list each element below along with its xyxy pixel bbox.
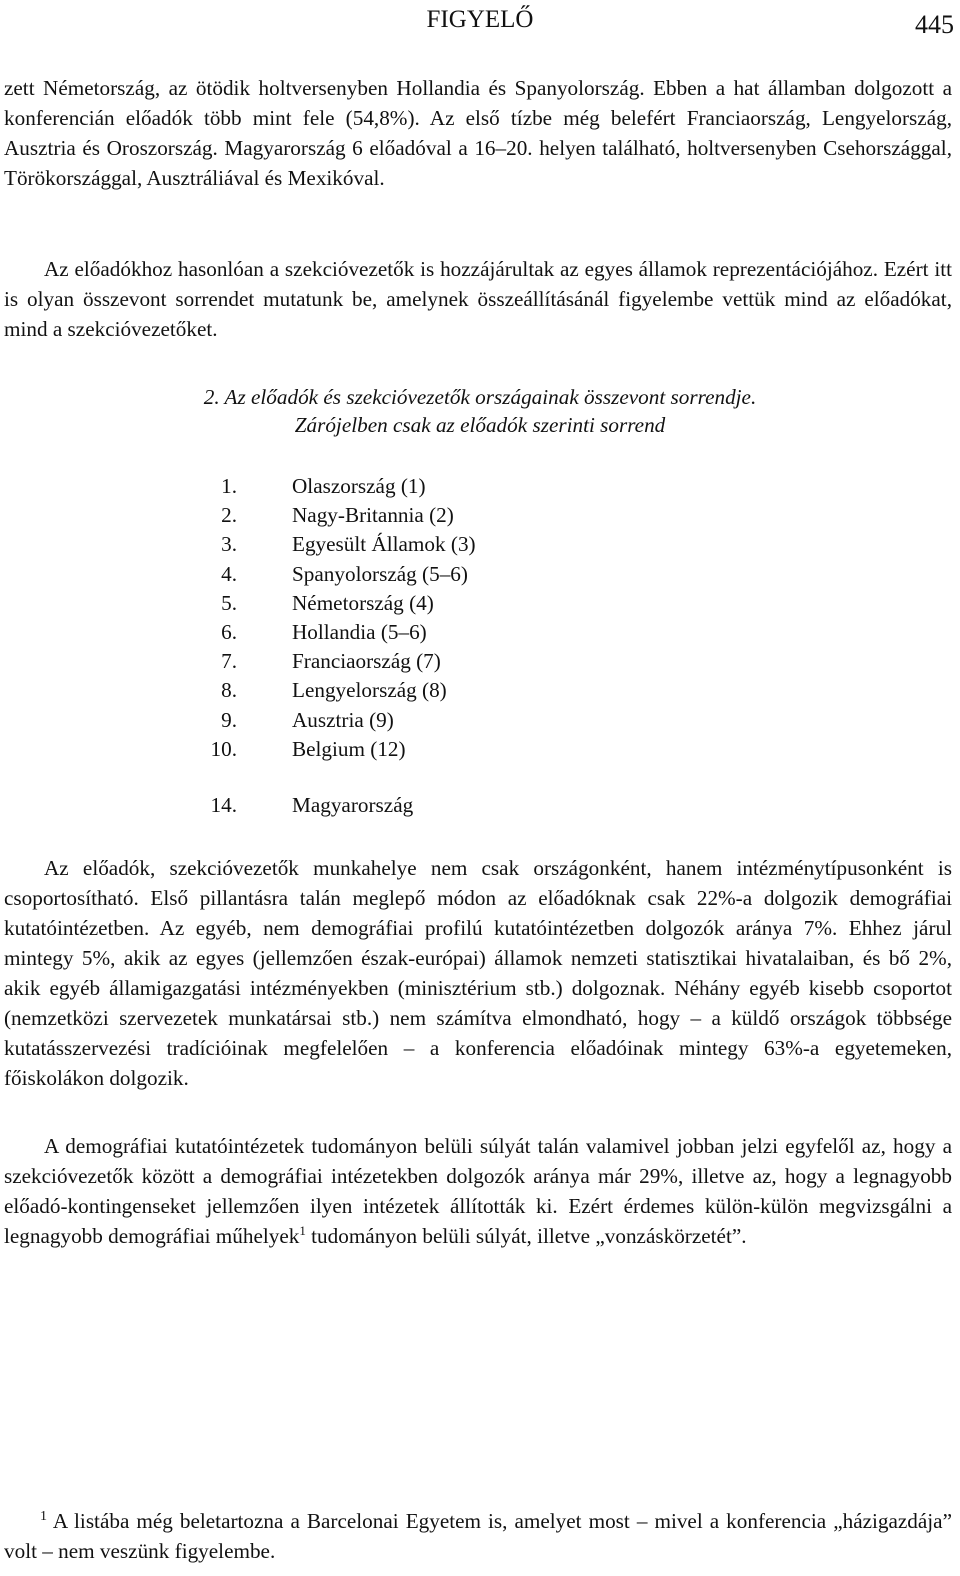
- country-name: Magyarország: [292, 793, 414, 817]
- rank-number: 9.: [221, 707, 237, 732]
- list-item: [0, 589, 960, 618]
- list-item: [0, 735, 960, 764]
- country-name: Ausztria (9): [292, 707, 394, 732]
- rank-number: 3.: [221, 532, 237, 557]
- paragraph-4-text: A demográfiai kutatóintézetek tudományon belüli súlyát talán valamivel jobban jelzi egyfelől az, hogy a szekcióvezetők között a demográfiai intézetekben dolgozók aránya már 29%, illetve az, hogy a legnagyobb előadó-kontingenseket jellemzően ilyen intézetek állították ki. Ezért érdemes külön-külön megvizsgálni a legnagyobb demográfiai műhelyek: [4, 1134, 952, 1248]
- rank-number: 8.: [221, 678, 237, 703]
- page-number: 445: [915, 10, 954, 39]
- country-name: Franciaország (7): [292, 649, 441, 674]
- rank-number: 6.: [221, 619, 237, 644]
- country-name: Spanyolország (5–6): [292, 561, 468, 586]
- country-name: Nagy-Britannia (2): [292, 503, 454, 528]
- rank-number: 5.: [221, 590, 237, 615]
- running-title: FIGYELŐ: [426, 6, 534, 33]
- hungary-rank-row: [0, 790, 960, 820]
- paragraph-4-text-end: tudományon belüli súlyát, illetve „vonzáskörzetét”.: [305, 1224, 747, 1248]
- table-caption-subtitle: Zárójelben csak az előadók szerinti sorrend: [294, 413, 666, 437]
- list-item: [0, 706, 960, 735]
- country-name: Németország (4): [292, 590, 434, 615]
- country-name: Belgium (12): [292, 736, 406, 761]
- rank-number: 1.: [221, 474, 237, 498]
- country-name: Olaszország (1): [292, 474, 426, 498]
- footnote-mark: 1: [40, 1508, 47, 1524]
- table-caption-title: 2. Az előadók és szekcióvezetők országainak összevont sorrendje.: [203, 385, 757, 409]
- country-name: Hollandia (5–6): [292, 619, 427, 644]
- list-item: [0, 560, 960, 589]
- list-item: [0, 530, 960, 559]
- paragraph-1: zett Németország, az ötödik holtversenyben Hollandia és Spanyolország. Ebben a hat államban dolgozott a konferencián előadók több mint fele (54,8%). Az első tízbe még belefért Franciaország, Lengyelország, Ausztria és Oroszország. Magyarország 6 előadóval a 16–20. helyen található, holtversenyben Csehországgal, Törökországgal, Ausztráliával és Mexikóval.: [4, 76, 952, 190]
- list-item: [0, 676, 960, 705]
- paragraph-2: Az előadókhoz hasonlóan a szekcióvezetők is hozzájárultak az egyes államok reprezentációjához. Ezért itt is olyan összevont sorrendet mutatunk be, amelynek összeállításánál figyelembe vettük mind az előadókat, mind a szekcióvezetőket.: [4, 257, 952, 341]
- list-item: [0, 618, 960, 647]
- paragraph-3: Az előadók, szekcióvezetők munkahelye nem csak országonként, hanem intézménytípusonként is csoportosítható. Első pillantásra talán meglepő módon az előadóknak csak 22%-a dolgozik demográfiai kutatóintézetben. Az egyéb, nem demográfiai profilú kutatóintézetben dolgozók aránya 7%. Ehhez járul mintegy 5%, akik az egyes (jellemzően észak-európai) államok nemzeti statisztikai hivatalaiban, és bő 2%, akik egyéb államigazgatási intézményekben (minisztérium stb.) dolgoznak. Néhány egyéb kisebb csoportot (nemzetközi szervezetek munkatársai stb.) nem számítva elmondható, hogy – a küldő országok többsége kutatásszervezési tradícióinak megfelelően – a konferencia előadóinak mintegy 63%-a egyetemeken, főiskolákon dolgozik.: [4, 856, 952, 1090]
- rank-number: 4.: [221, 561, 237, 586]
- country-name: Egyesült Államok (3): [292, 532, 476, 557]
- country-ranking-list: [0, 472, 960, 764]
- paragraph-4: [4, 1131, 952, 1251]
- page-header: [0, 4, 960, 44]
- list-item: [0, 501, 960, 530]
- footnote: [4, 1506, 952, 1566]
- footnote-text: A listába még beletartozna a Barcelonai Egyetem is, amelyet most – mivel a konferencia „házigazdája” volt – nem veszünk figyelembe.: [4, 1509, 952, 1563]
- list-item: [0, 472, 960, 501]
- rank-number: 10.: [210, 736, 237, 761]
- rank-number: 2.: [221, 503, 237, 528]
- footnote-reference: 1: [299, 1222, 306, 1238]
- list-item: [0, 647, 960, 676]
- country-name: Lengyelország (8): [292, 678, 447, 703]
- rank-number: 7.: [221, 649, 237, 674]
- rank-number: 14.: [210, 793, 237, 817]
